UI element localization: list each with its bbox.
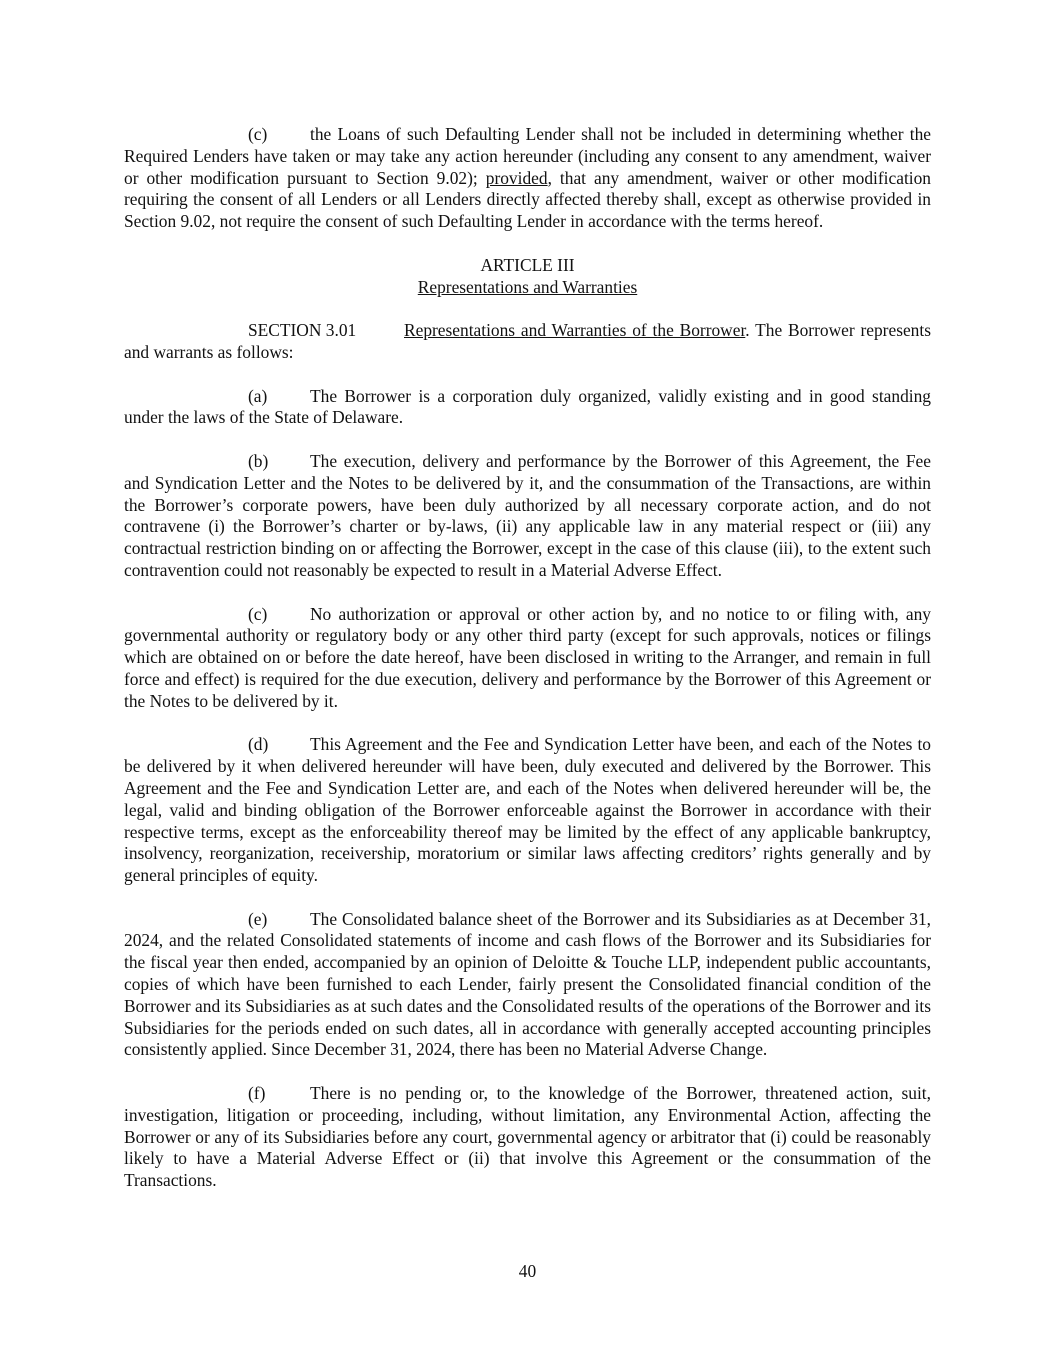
paragraph-label: (c) xyxy=(248,124,268,144)
section-text: . The Borrower represents and warrants as follows: xyxy=(124,320,931,362)
paragraph-a xyxy=(124,386,931,430)
document-page xyxy=(124,124,931,1214)
paragraph-d xyxy=(124,734,931,887)
paragraph-text: The execution, delivery and performance by the Borrower of this Agreement, the Fee and Syndication Letter and the Notes to be delivered by it, and the consummation of the Transactions, are within the Borrower’s corporate powers, have been duly authorized by all necessary corporate action, and do not contravene (i) the Borrower’s charter or by-laws, (ii) any applicable law in any material respect or (iii) any contractual restriction binding on or affecting the Borrower, except in the case of this clause (iii), to the extent such contravention could not reasonably be expected to result in a Material Adverse Effect. xyxy=(124,450,931,580)
article-title: Representations and Warranties xyxy=(417,276,638,297)
paragraph-text: the Loans of such Defaulting Lender shall not be included in determining whether the Required Lenders have taken or may take any action hereunder (including any consent to any amendment, waiver or other modification pursuant to Section 9.02); xyxy=(124,124,931,188)
article-heading xyxy=(124,255,931,299)
paragraph-text: This Agreement and the Fee and Syndication Letter have been, and each of the Notes to be delivered by it when delivered hereunder will have been, duly executed and delivered by the Borrower. This Agreement and the Fee and Syndication Letter are, and each of the Notes when delivered hereunder will be, the legal, valid and binding obligation of the Borrower enforceable against the Borrower in accordance with their respective terms, except as the enforceability thereof may be limited by the effect of any applicable bankruptcy, insolvency, reorganization, receivership, moratorium or similar laws affecting creditors’ rights generally and by general principles of equity. xyxy=(124,734,931,886)
paragraph-f xyxy=(124,1083,931,1192)
paragraph-text: The Consolidated balance sheet of the Borrower and its Subsidiaries as at December 31, 2024, and the related Consolidated statements of income and cash flows of the Borrower and its Subsidiaries for the fiscal year then ended, accompanied by an opinion of Deloitte & Touche LLP, independent public accountants, copies of which have been furnished to each Lender, fairly present the Consolidated financial condition of the Borrower and its Subsidiaries as at such dates and the Consolidated results of the operations of the Borrower and its Subsidiaries for the periods ended on such dates, all in accordance with generally accepted accounting principles consistently applied. Since December 31, 2024, there has been no Material Adverse Change. xyxy=(124,908,931,1060)
paragraph-text: There is no pending or, to the knowledge of the Borrower, threatened action, suit, investigation, litigation or proceeding, including, without limitation, any Environmental Action, affecting the Borrower or any of its Subsidiaries before any court, governmental agency or arbitrator that (i) could be reasonably likely to have a Material Adverse Effect or (ii) that involve this Agreement or the consummation of the Transactions. xyxy=(124,1083,931,1191)
section-3-01 xyxy=(124,320,931,364)
paragraph-text: No authorization or approval or other action by, and no notice to or filing with, any governmental authority or regulatory body or any other third party (except for such approvals, notices or filings which are obtained on or before the date hereof, have been disclosed in writing to the Arranger, and remain in full force and effect) is required for the due execution, delivery and performance by the Borrower of this Agreement or the Notes to be delivered by it. xyxy=(124,603,931,711)
paragraph-text-continued: , that any amendment, waiver or other modification requiring the consent of all Lenders or all Lenders directly affected thereby shall, except as otherwise provided in Section 9.02, not require the consent of such Defaulting Lender in accordance with the terms hereof. xyxy=(124,167,932,232)
paragraph-label: (d) xyxy=(248,734,269,755)
provided-term: provided xyxy=(485,167,548,188)
paragraph-e xyxy=(124,909,931,1062)
paragraph-label: (a) xyxy=(248,385,268,406)
paragraph-c-defaulting-lender xyxy=(124,124,931,233)
article-number: ARTICLE III xyxy=(480,254,575,275)
paragraph-label: (e) xyxy=(248,908,268,929)
page-number: 40 xyxy=(518,1261,537,1281)
paragraph-label: (c) xyxy=(248,603,268,624)
paragraph-label: (b) xyxy=(248,450,269,471)
paragraph-b xyxy=(124,451,931,582)
section-label: SECTION 3.01 xyxy=(248,320,357,341)
paragraph-text: The Borrower is a corporation duly organized, validly existing and in good standing under the laws of the State of Delaware. xyxy=(124,385,931,428)
paragraph-c xyxy=(124,604,931,713)
section-heading: Representations and Warranties of the Borrower xyxy=(404,320,746,341)
paragraph-label: (f) xyxy=(248,1083,266,1104)
